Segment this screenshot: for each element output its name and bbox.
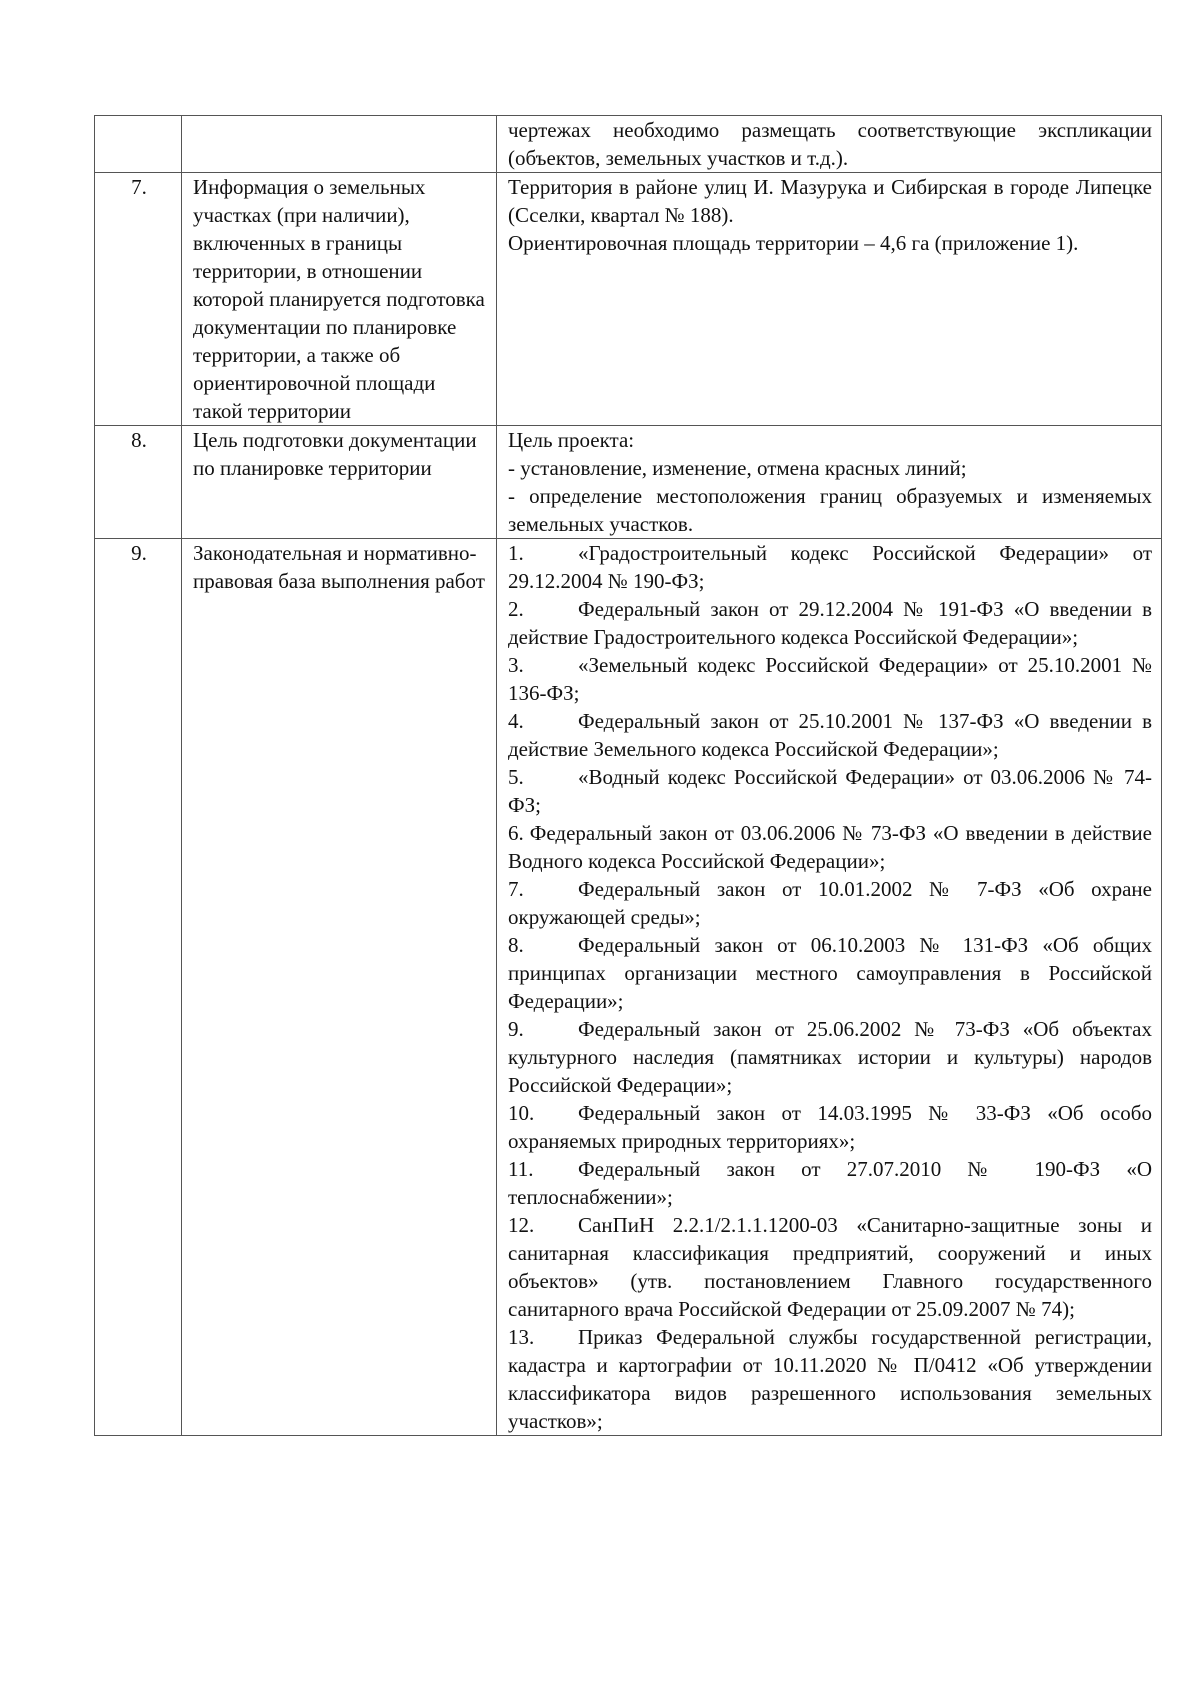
law-text: Федеральный закон от 10.01.2002 № 7-ФЗ «Об охране окружающей среды»; bbox=[508, 877, 1152, 929]
law-text: Федеральный закон от 29.12.2004 № 191-ФЗ «О введении в действие Градостроительного кодекса Российской Федерации»; bbox=[508, 597, 1152, 649]
row-content bbox=[497, 173, 1162, 426]
law-text: Федеральный закон от 25.06.2002 № 73-ФЗ «Об объектах культурного наследия (памятниках истории и культуры) народов Российской Федерации»; bbox=[508, 1017, 1152, 1097]
law-text: Федеральный закон от 25.10.2001 № 137-ФЗ «О введении в действие Земельного кодекса Российской Федерации»; bbox=[508, 709, 1152, 761]
row-label: Цель подготовки документации по планировке территории bbox=[182, 426, 497, 539]
law-text: «Градостроительный кодекс Российской Федерации» от 29.12.2004 № 190-ФЗ; bbox=[508, 541, 1152, 593]
law-number: 6. bbox=[508, 821, 524, 845]
law-number: 8. bbox=[508, 933, 524, 957]
law-item bbox=[508, 595, 1152, 651]
content-paragraph: чертежах необходимо размещать соответствующие экспликации (объектов, земельных участков и т.д.). bbox=[508, 118, 1152, 170]
law-item bbox=[508, 707, 1152, 763]
law-item bbox=[508, 1099, 1152, 1155]
law-number: 13. bbox=[508, 1325, 535, 1349]
row-number bbox=[95, 116, 182, 173]
law-text: Федеральный закон от 06.10.2003 № 131-ФЗ «Об общих принципах организации местного самоуправления в Российской Федерации»; bbox=[508, 933, 1152, 1013]
row-number: 8. bbox=[95, 426, 182, 539]
law-number: 3. bbox=[508, 653, 524, 677]
content-paragraph: Ориентировочная площадь территории – 4,6 га (приложение 1). bbox=[508, 231, 1079, 255]
law-item bbox=[508, 875, 1152, 931]
content-paragraph: Территория в районе улиц И. Мазурука и Сибирская в городе Липецке (Сселки, квартал № 188). bbox=[508, 175, 1152, 227]
law-number: 2. bbox=[508, 597, 524, 621]
table-row bbox=[95, 116, 1162, 173]
law-number: 1. bbox=[508, 541, 524, 565]
law-text: СанПиН 2.2.1/2.1.1.1200-03 «Санитарно-защитные зоны и санитарная классификация предприятий, сооружений и иных объектов» (утв. постановлением Главного государственного санитарного врача Российской Федерации от 25.09.2007 № 74); bbox=[508, 1213, 1152, 1321]
content-paragraph: - определение местоположения границ образуемых и изменяемых земельных участков. bbox=[508, 484, 1152, 536]
row-content bbox=[497, 426, 1162, 539]
law-text: Федеральный закон от 27.07.2010 № 190-ФЗ «О теплоснабжении»; bbox=[508, 1157, 1152, 1209]
content-paragraph: Цель проекта: bbox=[508, 428, 635, 452]
law-item bbox=[508, 539, 1152, 595]
content-paragraph: - установление, изменение, отмена красных линий; bbox=[508, 456, 967, 480]
law-number: 9. bbox=[508, 1017, 524, 1041]
row-number: 7. bbox=[95, 173, 182, 426]
law-number: 5. bbox=[508, 765, 524, 789]
law-text: Приказ Федеральной службы государственной регистрации, кадастра и картографии от 10.11.2020 № П/0412 «Об утверждении классификатора видов разрешенного использования земельных участков»; bbox=[508, 1325, 1152, 1433]
law-number: 11. bbox=[508, 1157, 534, 1181]
law-item bbox=[508, 651, 1152, 707]
law-text: «Земельный кодекс Российской Федерации» от 25.10.2001 № 136-ФЗ; bbox=[508, 653, 1152, 705]
law-text: Федеральный закон от 14.03.1995 № 33-ФЗ «Об особо охраняемых природных территориях»; bbox=[508, 1101, 1152, 1153]
table-row bbox=[95, 539, 1162, 1436]
law-item bbox=[508, 763, 1152, 819]
requirements-table bbox=[94, 115, 1162, 1436]
law-number: 7. bbox=[508, 877, 524, 901]
row-label: Законодательная и нормативно-правовая база выполнения работ bbox=[182, 539, 497, 1436]
table-row bbox=[95, 173, 1162, 426]
row-label bbox=[182, 116, 497, 173]
law-item bbox=[508, 1211, 1152, 1323]
law-text: «Водный кодекс Российской Федерации» от 03.06.2006 № 74-ФЗ; bbox=[508, 765, 1152, 817]
law-item bbox=[508, 819, 1152, 875]
table-row bbox=[95, 426, 1162, 539]
law-number: 10. bbox=[508, 1101, 535, 1125]
row-content bbox=[497, 539, 1162, 1436]
row-number: 9. bbox=[95, 539, 182, 1436]
row-content bbox=[497, 116, 1162, 173]
law-number: 4. bbox=[508, 709, 524, 733]
law-item bbox=[508, 1155, 1152, 1211]
row-label: Информация о земельных участках (при наличии), включенных в границы территории, в отношении которой планируется подготовка документации по планировке территории, а также об ориентировочной площади такой территории bbox=[182, 173, 497, 426]
law-text: Федеральный закон от 03.06.2006 № 73-ФЗ «О введении в действие Водного кодекса Российской Федерации»; bbox=[508, 821, 1152, 873]
law-item bbox=[508, 931, 1152, 1015]
law-item bbox=[508, 1015, 1152, 1099]
law-number: 12. bbox=[508, 1213, 535, 1237]
law-item bbox=[508, 1323, 1152, 1435]
